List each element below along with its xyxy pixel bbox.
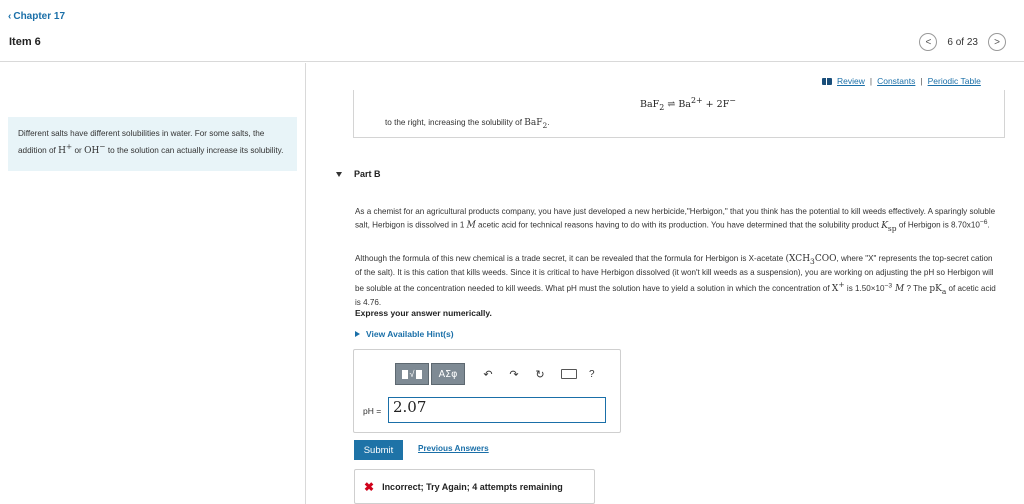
oh-ion	[84, 142, 106, 156]
periodic-table-link[interactable]: Periodic Table	[927, 76, 981, 86]
previous-answers-link[interactable]: Previous Answers	[418, 444, 489, 453]
p2-formula-b: COO	[814, 254, 837, 264]
question-paragraph-2	[355, 253, 1000, 308]
h-ion-charge: +	[65, 142, 73, 151]
chevron-left-icon: ‹	[8, 11, 12, 22]
view-hints-label: View Available Hint(s)	[366, 329, 454, 339]
oh-ion-symbol: OH	[84, 146, 100, 156]
part-a-salt-formula: BaF	[524, 118, 543, 128]
part-b-header[interactable]	[336, 169, 381, 179]
intro-pane	[0, 63, 306, 504]
p1-ksp	[881, 221, 896, 231]
equilibrium-equation	[640, 96, 736, 112]
chapter-link-label: Chapter 17	[13, 11, 66, 22]
p1-text-c: of Herbigon is 8.70x10	[896, 221, 980, 231]
eq-plus: +	[705, 99, 714, 111]
p2-formula	[786, 254, 837, 264]
p2-text-e: of acetic acid is 4.76.	[355, 283, 996, 307]
p1-text-b: acetic acid for technical reasons having to do with its production. You have determined that the solubility product	[475, 221, 882, 231]
equilibrium-arrow-icon: ⇌	[667, 99, 676, 111]
h-ion-symbol: H	[58, 146, 66, 156]
eq-baf: BaF	[640, 99, 660, 111]
caret-right-icon	[355, 331, 360, 337]
part-b-title: Part B	[354, 169, 381, 179]
redo-button[interactable]	[503, 363, 525, 385]
answer-panel	[353, 349, 621, 433]
p1-m-symbol: M	[466, 221, 476, 232]
pager-text: 6 of 23	[947, 36, 978, 48]
eq-baf-sub: 2	[659, 103, 665, 113]
undo-button[interactable]	[477, 363, 499, 385]
intro-text-b: to the solution can actually increase its solubility.	[105, 146, 284, 155]
p2-formula-sub: 3	[810, 256, 815, 266]
caret-down-icon	[336, 172, 342, 177]
part-a-panel	[353, 90, 1005, 138]
chevron-left-icon: <	[925, 36, 932, 48]
item-title: Item 6	[9, 36, 41, 48]
p2-x-symbol: X	[831, 283, 839, 294]
submit-button[interactable]: Submit	[354, 440, 403, 460]
p2-cation	[831, 279, 845, 294]
link-separator: |	[920, 76, 923, 86]
ph-answer-input[interactable]: 2.07	[388, 397, 606, 423]
p1-sp-sub: sp	[887, 223, 897, 233]
p2-text-c: is 1.50×10	[844, 283, 885, 293]
p2-exponent: −3	[884, 281, 893, 289]
template-square-icon	[416, 370, 422, 379]
p2-m-symbol: M	[892, 283, 905, 294]
intro-text-a: Different salts have different solubilities in water. For some salts, the addition of	[18, 129, 265, 155]
feedback-box	[354, 469, 595, 504]
part-a-text-a: to the right, increasing the solubility of	[385, 118, 525, 127]
keyboard-icon[interactable]	[561, 369, 577, 379]
part-a-salt	[524, 118, 550, 130]
resource-links	[822, 76, 981, 86]
help-button[interactable]: ?	[589, 368, 595, 380]
view-hints-toggle[interactable]	[355, 329, 454, 339]
book-icon	[822, 78, 832, 85]
reset-icon: ↻	[535, 368, 545, 381]
eq-f: 2F	[716, 99, 730, 111]
eq-f-charge: −	[729, 96, 736, 105]
h-ion	[58, 142, 73, 156]
p2-text-d: ? The	[904, 283, 930, 293]
redo-icon: ↷	[509, 368, 519, 381]
p2-pk-symbol: pK	[929, 283, 942, 294]
incorrect-icon: ✖	[364, 479, 375, 494]
p2-pka	[929, 284, 946, 294]
ph-label: pH =	[363, 406, 382, 416]
templates-button[interactable]	[395, 363, 429, 385]
feedback-text: Incorrect; Try Again; 4 attempts remaining	[382, 481, 563, 492]
next-item-button[interactable]	[988, 33, 1006, 51]
p1-text-d: .	[987, 221, 990, 231]
p2-text-a: Although the formula of this new chemical is a trade secret, it can be revealed that the formula for Herbigon is X-acetate	[355, 254, 786, 263]
p2-text-b: , where "X" represents the top-secret cation of the salt). It is this cation that kills weeds. Since it is critical to have Herbigon dissolved (it won't kill weeds as a suspension), you are working on adjusting the pH so Herbigon will be soluble at the concentration needed to kill weeds. What pH must the solution have to yield a solution in which the concentration of	[355, 254, 994, 293]
template-square-icon	[402, 370, 408, 379]
p1-text-a: As a chemist for an agricultural products company, you have just developed a new herbicide,"Herbigon," that you think has the potential to kill weeds effectively. A sparingly soluble salt, Herbigon is dissolved in 1	[355, 207, 996, 231]
reset-button[interactable]	[529, 363, 551, 385]
p2-x-charge: +	[838, 279, 845, 289]
p1-k-symbol: K	[881, 221, 888, 232]
p2-a-sub: a	[941, 286, 947, 296]
part-a-text	[385, 118, 550, 130]
eq-ba-charge: 2+	[690, 96, 703, 105]
previous-item-button[interactable]	[919, 33, 937, 51]
math-toolbar	[395, 363, 595, 385]
constants-link[interactable]: Constants	[877, 76, 916, 86]
intro-text	[8, 117, 297, 171]
answer-instruction: Express your answer numerically.	[355, 308, 492, 318]
p2-formula-a: (XCH	[785, 254, 811, 264]
question-paragraph-1	[355, 206, 1000, 234]
top-bar	[0, 0, 1024, 62]
undo-icon: ↶	[483, 368, 493, 381]
p1-exponent: −6	[979, 219, 988, 227]
radical-icon: √	[409, 369, 415, 379]
symbols-button[interactable]: AΣφ	[431, 363, 465, 385]
review-link[interactable]: Review	[837, 76, 865, 86]
chevron-right-icon: >	[994, 36, 1000, 48]
pager	[919, 33, 1006, 51]
part-a-text-b: .	[547, 118, 550, 127]
part-a-salt-sub: 2	[542, 120, 548, 130]
oh-ion-charge: −	[99, 142, 106, 151]
p1-molarity	[467, 221, 476, 231]
link-separator: |	[869, 76, 873, 86]
p2-molarity	[892, 284, 904, 294]
eq-ba: Ba	[678, 99, 691, 111]
intro-or: or	[72, 146, 85, 155]
back-to-chapter-link[interactable]	[8, 11, 65, 22]
